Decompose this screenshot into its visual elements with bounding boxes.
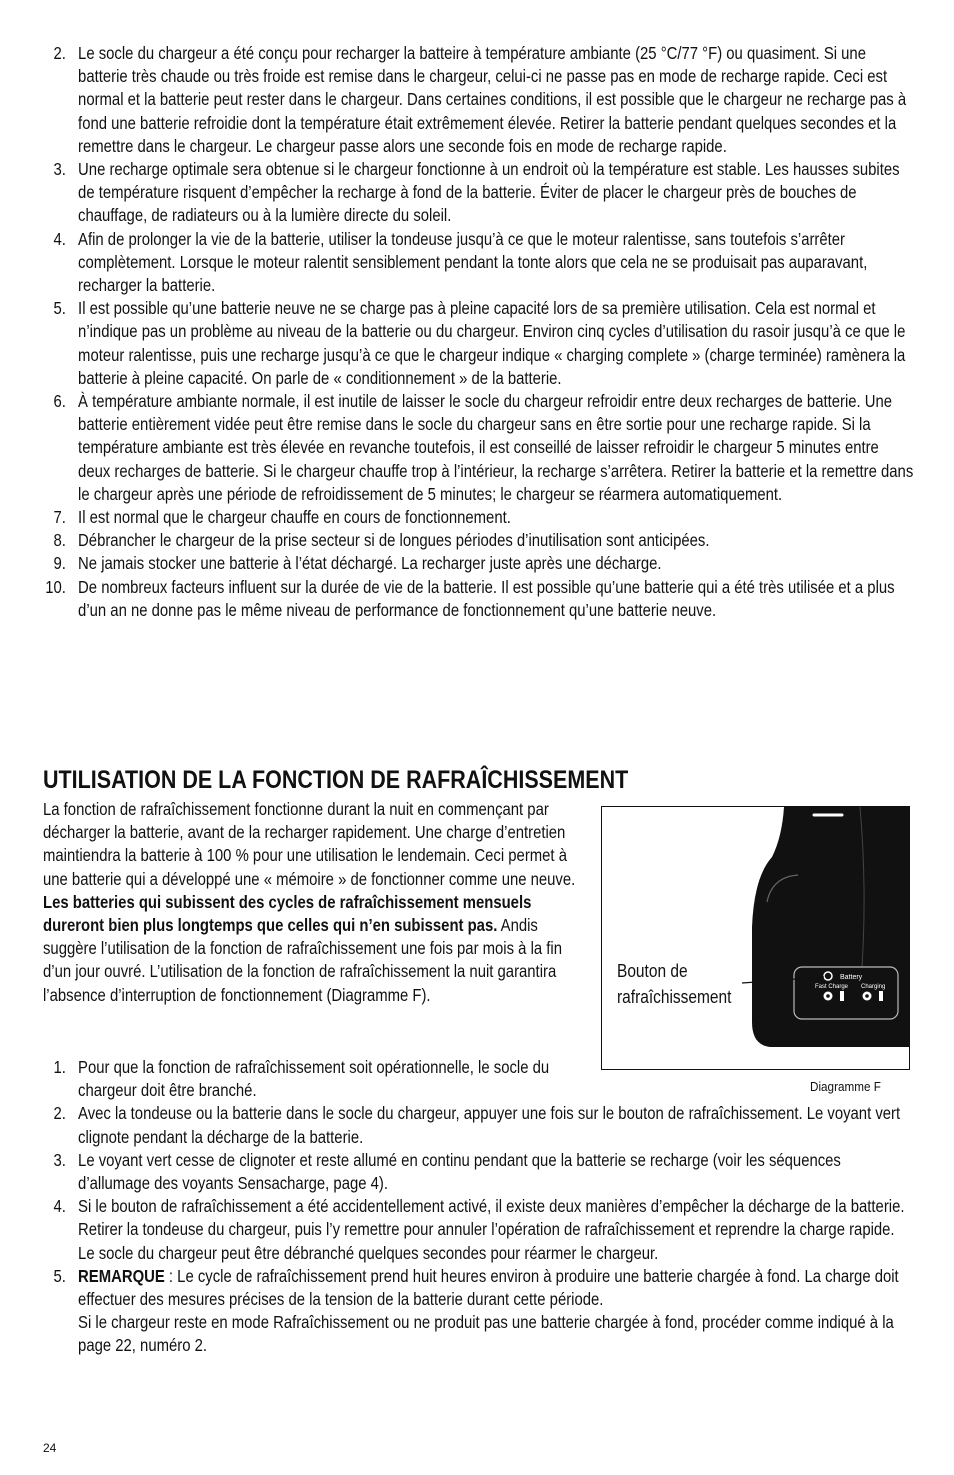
fast-charge-label: Fast Charge <box>815 984 849 990</box>
section-heading: UTILISATION DE LA FONCTION DE RAFRAÎCHISSEMENT <box>43 766 629 794</box>
note-label: REMARQUE <box>78 1265 165 1286</box>
list-item: 5. REMARQUE : Le cycle de rafraîchissement prend huit heures environ à produire une batterie chargée à fond. La charge doit effectuer des mesures précises de la tension de la batterie durant cette période. Si le chargeur reste en mode Rafraîchissement ou ne produit pas une batterie chargée à fond, procéder comme indiqué à la page 22, numéro 2. <box>53 1265 899 1356</box>
charger-illustration <box>602 807 910 1070</box>
list-item: 1. Pour que la fonction de rafraîchissement soit opérationnelle, le socle du chargeur doit être branché. <box>53 1057 550 1101</box>
section-intro <box>43 798 579 1007</box>
diagram-f <box>601 806 910 1070</box>
refresh-button-icon <box>824 972 832 980</box>
list-item: 2. Avec la tondeuse ou la batterie dans le socle du chargeur, appuyer une fois sur le bouton de rafraîchissement. Le voyant vert clignote pendant la décharge de la batterie. <box>53 1103 901 1147</box>
intro-bold-text: Les batteries qui subissent des cycles de rafraîchissement mensuels dureront bien plus longtemps que celles qui n’en subissent pas. <box>43 891 532 936</box>
list-item: 7. Il est normal que le chargeur chauffe en cours de fonctionnement. <box>53 507 511 528</box>
intro-paragraph: La fonction de rafraîchissement fonctionne durant la nuit en commençant par décharger la batterie, avant de la recharger rapidement. Une charge d’entretien maintiendra la batterie à 100 % pour une utilisation le lendemain. Ceci permet à une batterie qui a développé une « mémoire » de fonctionner comme une neuve. Les batteries qui subissent des cycles de rafraîchissement mensuels dureront bien plus longtemps que celles qui n’en subissent pas. Andis suggère l’utilisation de la fonction de rafraîchissement une fois par mois à la fin d’un jour ouvré. L’utilisation de la fonction de rafraîchissement la nuit garantira l’absence d’interruption de fonctionnement (Diagramme F). <box>43 799 576 1005</box>
figure-caption: Diagramme F <box>810 1079 881 1094</box>
refresh-button-callout: Bouton de rafraîchissement <box>617 961 732 1007</box>
list-item: 9. Ne jamais stocker une batterie à l’état déchargé. La recharger juste après une décharge. <box>53 553 662 574</box>
list-item: 5. Il est possible qu’une batterie neuve ne se charge pas à pleine capacité lors de sa première utilisation. Cela est normal et n’indique pas un problème au niveau de la batterie ou du chargeur. Environ cinq cycles d’utilisation du rasoir jusqu’à ce que le moteur ralentisse, puis une recharge jusqu’à ce que le chargeur indique « charging complete » (charge terminée) ramènera la batterie à pleine capacité. On parle de « conditionnement » de la batterie. <box>53 298 906 388</box>
list-item: 3. Une recharge optimale sera obtenue si le chargeur fonctionne à un endroit où la température est stable. Les hausses subites de température risquent d’empêcher la recharge à fond de la batterie. Éviter de placer le chargeur près de bouches de chauffage, de radiateurs ou à la lumière directe du soleil. <box>53 159 900 226</box>
list-item: 4. Si le bouton de rafraîchissement a été accidentellement activé, il existe deux manières d’empêcher la décharge de la batterie. Retirer la tondeuse du chargeur, puis l’y remettre pour annuler l’opération de rafraîchissement et reprendre la charge rapide. Le socle du chargeur peut être débranché quelques secondes pour réarmer le chargeur. <box>53 1196 905 1263</box>
page-number: 24 <box>43 1441 57 1455</box>
refresh-steps-list <box>40 1056 914 1358</box>
list-item: 3. Le voyant vert cesse de clignoter et reste allumé en continu pendant que la batterie se recharge (voir les séquences d’allumage des voyants Sensacharge, page 4). <box>53 1149 841 1194</box>
charging-label: Charging <box>861 984 886 990</box>
list-item: 10. De nombreux facteurs influent sur la durée de vie de la batterie. Il est possible qu’une batterie qui a été très utilisée et a plus d’un an ne donne pas le même niveau de performance de fonctionnement qu’une batterie neuve. <box>45 576 895 620</box>
care-instructions-list <box>40 42 914 622</box>
list-item: 6. À température ambiante normale, il est inutile de laisser le socle du chargeur refroidir entre deux recharges de batterie. Une batterie entièrement vidée peut être remise dans le socle du chargeur sans en être sortie pour une recharge rapide. Si la température ambiante est très élevée en revanche toutefois, il est conseillé de laisser refroidir le chargeur 5 minutes entre deux recharges de batterie. Si le chargeur chauffe trop à l’intérieur, la recharge s’arrêtera. Retirer la batterie et la remettre dans le chargeur après une période de refroidissement de 5 minutes; le chargeur se réarmera automatiquement. <box>53 391 914 504</box>
list-item: 8. Débrancher le chargeur de la prise secteur si de longues périodes d’inutilisation sont anticipées. <box>53 530 710 551</box>
list-item: 2. Le socle du chargeur a été conçu pour recharger la batteire à température ambiante (25 °C/77 °F) ou quasiment. Si une batterie très chaude ou très froide est remise dans le chargeur, celui-ci ne passe pas en mode de recharge rapide. Ceci est normal et la batterie peut rester dans le chargeur. Dans certaines conditions, il est possible que le chargeur ne recharge pas à fond une batterie refroidie dont la température était extrêmement élevée. Retirer la batterie pendant quelques secondes et la remettre dans le chargeur. Le chargeur passe alors une seconde fois en mode de recharge rapide. <box>53 43 907 156</box>
list-item: 4. Afin de prolonger la vie de la batterie, utiliser la tondeuse jusqu’à ce que le moteur ralentisse, sans toutefois s’arrêter complètement. Lorsque le moteur ralentit sensiblement pendant la tonte alors que cela ne se produisait pas auparavant, recharger la batterie. <box>53 228 868 296</box>
battery-label: Battery <box>840 974 863 981</box>
